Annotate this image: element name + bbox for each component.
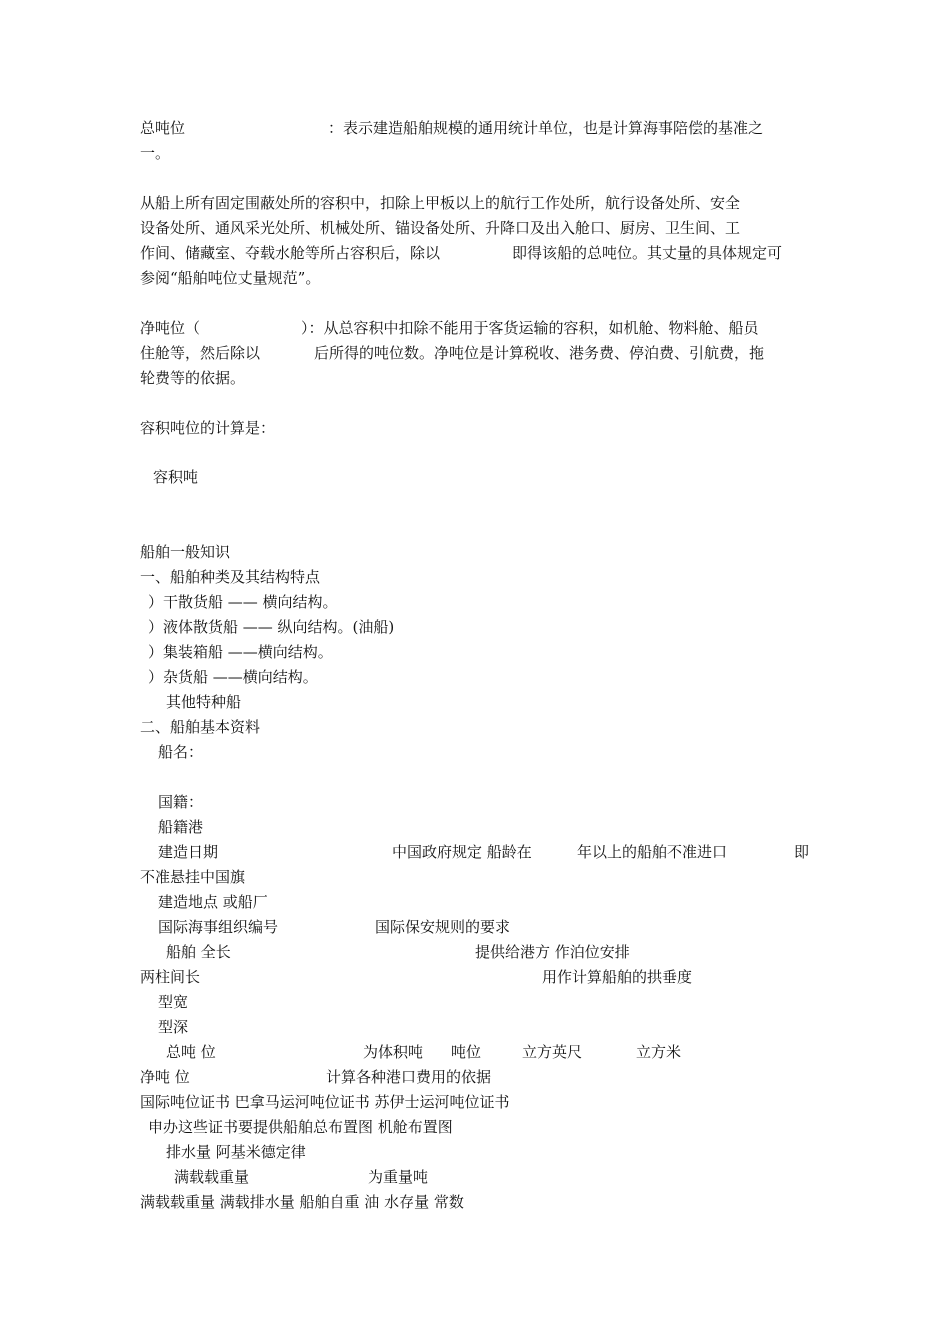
ship-name-label: 船名： (158, 743, 204, 761)
deadweight-formula: 满载载重量 满载排水量 船舶自重 油 水存量 常数 (140, 1193, 464, 1211)
section-title: 船舶一般知识 (140, 543, 231, 561)
cubic-feet-unit: 立方英尺 (522, 1043, 583, 1061)
government-rule: 中国政府规定 船龄在 (392, 843, 532, 861)
ship-type-item: 其他特种船 (166, 693, 242, 711)
isps-note: 国际保安规则的要求 (375, 918, 511, 936)
gross-tonnage-paragraph-line: 参阅“船舶吨位丈量规范”。 (140, 269, 321, 287)
section-heading-ship-types: 一、船舶种类及其结构特点 (140, 568, 321, 586)
deadweight-label: 满载载重量 (174, 1168, 250, 1186)
gross-tonnage-paragraph-line: 从船上所有固定围蔽处所的容积中，扣除上甲板以上的航行工作处所，航行设备处所、安全 (140, 194, 741, 212)
gross-tonnage-definition-cont: 一。 (140, 144, 171, 162)
calculation-heading: 容积吨位的计算是： (140, 419, 276, 437)
build-date-label: 建造日期 (158, 843, 219, 861)
net-tonnage-term: 净吨位（ (140, 319, 201, 337)
ship-type-item: ）杂货船 ——横向结构。 (148, 668, 318, 686)
net-tonnage-definition: 住舱等，然后除以 (140, 344, 261, 362)
certificates-note: 申办这些证书要提供船舶总布置图 机舱布置图 (148, 1118, 453, 1136)
gross-tonnage-definition: ：表示建造船舶规模的通用统计单位，也是计算海事陪偿的基准之 (328, 119, 764, 137)
displacement-label: 排水量 阿基米德定律 (166, 1143, 306, 1161)
gross-tonnage-term: 总吨位 (140, 119, 186, 137)
cubic-meters-unit: 立方米 (636, 1043, 682, 1061)
net-tonnage-note: 计算各种港口费用的依据 (326, 1068, 492, 1086)
government-rule: 年以上的船舶不准进口 (577, 843, 728, 861)
depth-label: 型深 (158, 1018, 189, 1036)
gross-tonnage-unit: 吨位 (451, 1043, 482, 1061)
beam-label: 型宽 (158, 993, 189, 1011)
length-between-perpendiculars-note: 用作计算船舶的拱垂度 (542, 968, 693, 986)
net-tonnage-definition: 轮费等的依据。 (140, 369, 246, 387)
build-place-label: 建造地点 或船厂 (158, 893, 268, 911)
gross-tonnage-paragraph-line: 设备处所、通风采光处所、机械处所、锚设备处所、升降口及出入舱口、厨房、卫生间、工 (140, 219, 741, 237)
net-tonnage-definition: 后所得的吨位数。净吨位是计算税收、港务费、停泊费、引航费，拖 (314, 344, 765, 362)
gross-tonnage-paragraph-line: 作间、储藏室、夺载水舱等所占容积后，除以 (140, 244, 441, 262)
certificates-list: 国际吨位证书 巴拿马运河吨位证书 苏伊士运河吨位证书 (140, 1093, 510, 1111)
calculation-item: 容积吨 (153, 468, 199, 486)
port-of-registry-label: 船籍港 (158, 818, 204, 836)
imo-number-label: 国际海事组织编号 (158, 918, 279, 936)
government-rule-cont: 不准悬挂中国旗 (140, 868, 246, 886)
deadweight-unit: 为重量吨 (368, 1168, 429, 1186)
gross-tonnage-paragraph-line: 即得该船的总吨位。其丈量的具体规定可 (512, 244, 783, 262)
gross-tonnage-label: 总吨 位 (166, 1043, 216, 1061)
length-overall-label: 船舶 全长 (166, 943, 231, 961)
ship-type-item: ）液体散货船 —— 纵向结构。(油船) (148, 618, 395, 636)
length-between-perpendiculars-label: 两柱间长 (140, 968, 201, 986)
net-tonnage-label: 净吨 位 (140, 1068, 190, 1086)
gross-tonnage-unit: 为体积吨 (363, 1043, 424, 1061)
nationality-label: 国籍： (158, 793, 204, 811)
net-tonnage-definition: ）：从总容积中扣除不能用于客货运输的容积，如机舱、物料舱、船员 (301, 319, 759, 337)
government-rule: 即 (794, 843, 810, 861)
section-heading-basic-info: 二、船舶基本资料 (140, 718, 261, 736)
ship-type-item: ）集装箱船 ——横向结构。 (148, 643, 333, 661)
ship-type-item: ）干散货船 —— 横向结构。 (148, 593, 338, 611)
length-overall-note: 提供给港方 作泊位安排 (475, 943, 630, 961)
